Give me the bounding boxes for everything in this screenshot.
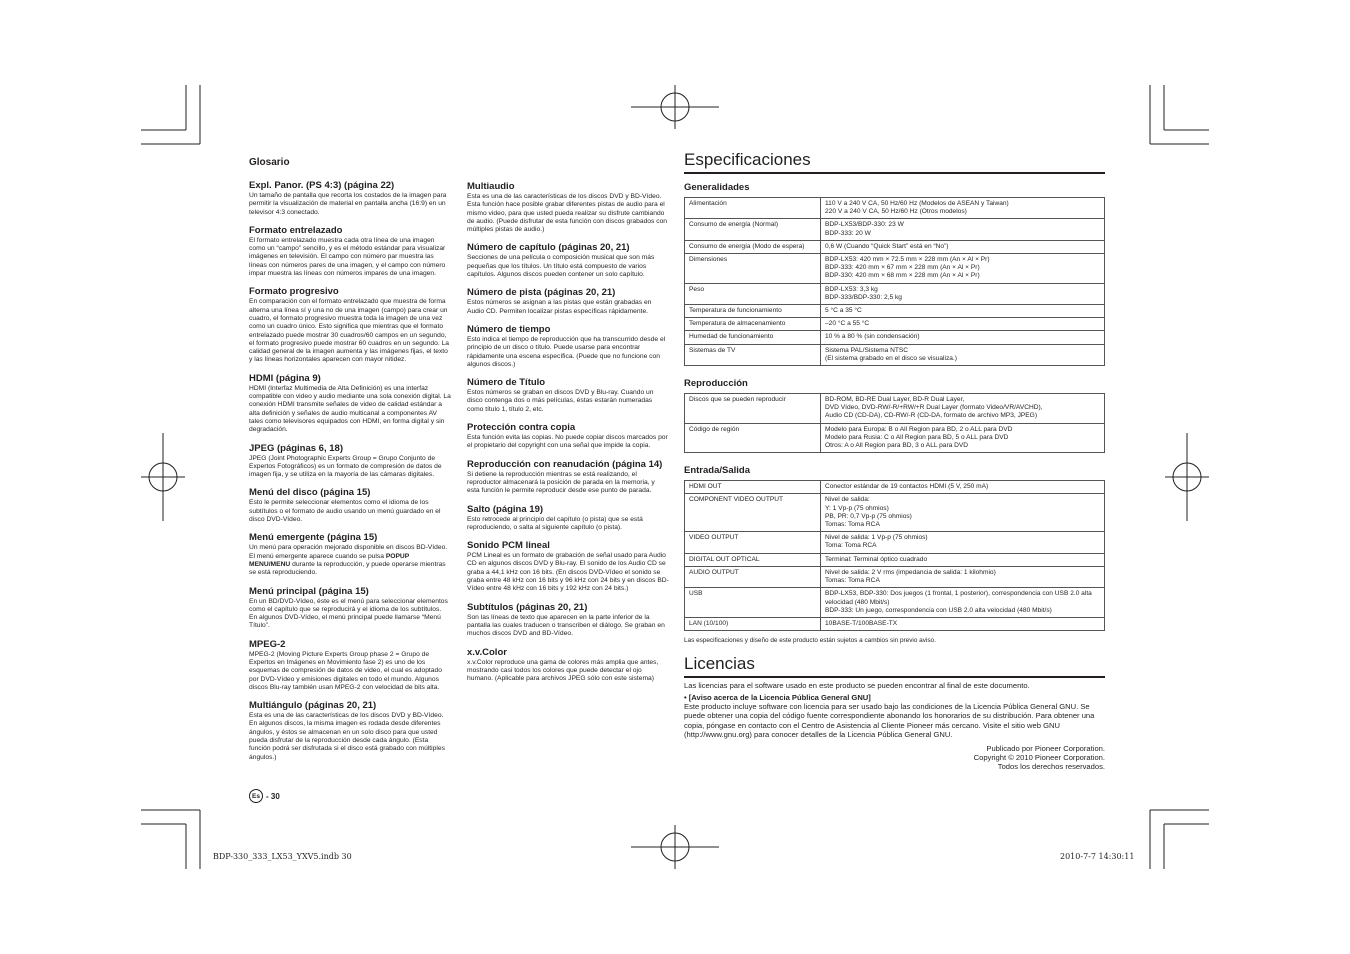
reproduccion-heading: Reproducción [684, 378, 748, 390]
publisher-line: Publicado por Pioneer Corporation. [986, 743, 1105, 753]
spec-row [685, 617, 1105, 630]
definition-text: durante la reproducción, y puede operarse mientras se está reproduciendo. [249, 560, 446, 577]
glossary-definition: Esta es una de las características de los discos DVD y BD-Vídeo. Esta función hace posible grabar diferentes pistas de audio para el mismo video, para que usted pueda realizar su disfrute cambiando de audio. (Puede disfrutar de esta función con discos grabados con múltiples pistas de audio.) [467, 193, 668, 234]
spec-row [685, 553, 1105, 566]
spec-row [685, 254, 1105, 284]
generalidades-table [684, 197, 1105, 366]
glossary-term: Número de Título [467, 377, 546, 389]
spec-label: Código de región [685, 423, 821, 453]
spec-row [685, 344, 1105, 365]
spec-label: Dimensiones [685, 254, 821, 284]
gnu-notice-body: Este producto incluye software con licencia para ser usado bajo las condiciones de la Licencia Pública General GNU. Se puede obtener una copia del código fuente correspondiente abonando los honorarios de su distribución. Para obtener una copia, póngase en contacto con el Centro de Asistencia al Cliente Pioneer más cercano. Visite el sitio web GNU (http://www.gnu.org) para conocer detalles de la Licencia Pública General GNU. [684, 701, 1095, 740]
glossary-title: Glosario [249, 157, 290, 168]
glossary-definition [249, 544, 451, 577]
glossary-entry [467, 181, 669, 234]
entrada-salida-table [684, 480, 1105, 631]
glossary-entry [467, 459, 669, 496]
glossary-entry [467, 602, 669, 639]
glossary-term: HDMI (página 9) [249, 372, 321, 384]
page-number [249, 789, 280, 803]
definition-text: Un menú para operación mejorado disponible en discos BD-Vídeo. El menú emergente aparece cuando se pulsa [249, 544, 448, 560]
spec-value: Conector estándar de 19 contactos HDMI (5 V, 250 mA) [821, 481, 1105, 494]
glossary-entry [467, 242, 669, 279]
spec-value: BD-ROM, BD-RE Dual Layer, BD-R Dual Layer, DVD Vídeo, DVD-RW/-R/+RW/+R Dual Layer (formato Video/VR/AVCHD), Audio CD (CD-DA), CD-RW/-R (CD-DA, formato de archivo MP3, JPEG) [821, 394, 1105, 424]
spec-label: Humedad de funcionamiento [685, 331, 821, 344]
spec-value: 10BASE-T/100BASE-TX [821, 617, 1105, 630]
glossary-entry [249, 639, 451, 692]
spec-value: Nivel de salida: 2 V rms (impedancia de salida: 1 kilohmio) Tomas: Toma RCA [821, 566, 1105, 587]
glossary-definition: Un tamaño de pantalla que recorta los costados de la imagen para permitir la visualización de material en pantalla ancha (16:9) en un televisor 4:3 conectado. [249, 192, 447, 216]
glossary-entry [467, 540, 669, 593]
glossary-entry [249, 443, 451, 480]
glossary-definition: Esto retrocede al principio del capítulo (o pista) que se está reproduciendo, o salta al siguiente capítulo (o pista). [467, 515, 643, 531]
glossary-term: Menú principal (página 15) [249, 585, 369, 597]
glossary-column-1 [249, 157, 451, 770]
licencias-intro: Las licencias para el software usado en este producto se pueden encontrar al final de este documento. [684, 681, 1030, 691]
spec-row [685, 494, 1105, 532]
spec-row [685, 423, 1105, 453]
spec-label: VIDEO OUTPUT [685, 532, 821, 553]
glossary-term: x.v.Color [467, 646, 507, 658]
glossary-definition: El formato entrelazado muestra cada otra línea de una imagen como un “campo” sencillo, y es el método estándar para visualizar imágenes en televisión. El campo con número par muestra las líneas con números pares de una imagen, y el campo con número impar muestra las líneas con números impares de una imagen. [249, 236, 446, 278]
spec-value: Terminal: Terminal óptico cuadrado [821, 553, 1105, 566]
glossary-list-2 [467, 181, 669, 683]
spec-label: Peso [685, 283, 821, 304]
glossary-term: Formato progresivo [249, 286, 339, 298]
button-name: POPUP MENU/MENU [249, 552, 410, 568]
licencias-section [684, 681, 1105, 772]
spec-row [685, 588, 1105, 618]
spec-row [685, 394, 1105, 424]
glossary-entry [467, 422, 669, 451]
glossary-term: Multiaudio [467, 181, 515, 192]
spec-label: Alimentación [685, 198, 821, 219]
spec-label: COMPONENT VIDEO OUTPUT [685, 494, 821, 532]
glossary-term: Formato entrelazado [249, 224, 343, 236]
reproduccion-table [684, 393, 1105, 453]
glossary-definition: Si detiene la reproducción mientras se está realizando, el reproductor almacenará la posición de parada en la memoria, y esta función le permite reproducir desde ese punto de parada. [467, 470, 655, 495]
glossary-definition: HDMI (Interfaz Multimedia de Alta Definición) es una interfaz compatible con video y audio mediante una sola conexión digital. La conexión HDMI transmite señales de video de calidad estándar a alta definición y señales de audio multicanal a componentes AV tales como televisores equipados con HDMI, en forma digital y sin degradación. [249, 384, 451, 434]
glossary-definition: En comparación con el formato entrelazado que muestra de forma alterna una línea sí y una no de una imagen (campo) para crear un cuadro, el formato progresivo muestra toda la imagen de una vez como un cuadro único. Esto significa que mientras que el formato entrelazado puede mostrar 30 cuadros/60 campos en un segundo, el formato progresivo puede mostrar 60 cuadros en un segundo. La calidad general de la imagen aumenta y las imágenes fijas, el texto y las líneas horizontales aparecen con mayor nitidez. [249, 298, 450, 364]
spec-label: LAN (10/100) [685, 617, 821, 630]
spec-row [685, 318, 1105, 331]
spec-value: BDP-LX53: 3,3 kg BDP-333/BDP-330: 2,5 kg [821, 283, 1105, 304]
spec-label: USB [685, 588, 821, 618]
glossary-entry [467, 504, 669, 533]
glossary-entry [467, 377, 669, 414]
glossary-entry [249, 225, 451, 278]
registration-mark-right [1165, 433, 1209, 521]
spec-value: Modelo para Europa: B o All Region para BD, 2 o ALL para DVD Modelo para Rusia: C o All Region para BD, 5 o ALL para DVD Otros: A o All Region para BD, 3 o ALL para DVD [821, 423, 1105, 453]
glossary-entry [249, 373, 451, 435]
specs-note: Las especificaciones y diseño de este producto están sujetos a cambios sin previo aviso. [684, 637, 936, 645]
spec-row [685, 481, 1105, 494]
page-number-text: - 30 [266, 791, 280, 801]
spec-label: DIGITAL OUT OPTICAL [685, 553, 821, 566]
language-badge: Es [249, 789, 263, 803]
glossary-entry [467, 324, 669, 369]
spec-value: BDP-LX53/BDP-330: 23 W BDP-333: 20 W [821, 219, 1105, 240]
registration-mark-bottom [631, 825, 719, 869]
glossary-term: Subtítulos (páginas 20, 21) [467, 601, 588, 613]
glossary-entry [249, 180, 451, 217]
glossary-term: JPEG (páginas 6, 18) [249, 442, 343, 454]
glossary-entry [249, 532, 451, 577]
registration-mark-left [141, 433, 185, 521]
spec-label: AUDIO OUTPUT [685, 566, 821, 587]
glossary-term: Número de pista (páginas 20, 21) [467, 287, 616, 299]
glossary-list-1 [249, 180, 451, 762]
glossary-definition: Son las líneas de texto que aparecen en la parte inferior de la pantalla las cuales traducen o transcriben el diálogo. Se graban en muchos discos DVD and BD-Vídeo. [467, 613, 665, 638]
spec-value: BDP-LX53: 420 mm × 72.5 mm × 228 mm (An × Al × Pr) BDP-333: 420 mm × 67 mm × 228 mm (An × Al × Pr) BDP-330: 420 mm × 68 mm × 228 mm (An × Al × Pr) [821, 254, 1105, 284]
spec-value: 10 % a 80 % (sin condensación) [821, 331, 1105, 344]
spec-value: Sistema PAL/Sistema NTSC (El sistema grabado en el disco se visualiza.) [821, 344, 1105, 365]
glossary-term: Protección contra copia [467, 422, 576, 434]
spec-label: Temperatura de almacenamiento [685, 318, 821, 331]
glossary-entry [249, 487, 451, 524]
spec-label: Sistemas de TV [685, 344, 821, 365]
glossary-entry [249, 586, 451, 631]
copyright-line: Copyright © 2010 Pioneer Corporation. [973, 752, 1105, 762]
registration-mark-top [631, 85, 719, 129]
spec-row [685, 331, 1105, 344]
generalidades-heading: Generalidades [684, 182, 750, 193]
glossary-definition: Esta función evita las copias. No puede copiar discos marcados por el propietario del copyright con una señal que impide la copia. [467, 434, 668, 450]
entrada-salida-heading: Entrada/Salida [684, 465, 750, 477]
glossary-term: Salto (página 19) [467, 503, 544, 515]
spec-row [685, 532, 1105, 553]
specs-column [684, 150, 1105, 772]
spec-value: Nivel de salida: 1 Vp-p (75 ohmios) Toma: Toma RCA [821, 532, 1105, 553]
glossary-entry [467, 287, 669, 316]
rights-line: Todos los derechos reservados. [997, 762, 1105, 772]
spec-label: Discos que se pueden reproducir [685, 394, 821, 424]
spec-value: 0,6 W (Cuando “Quick Start” está en “No”) [821, 240, 1105, 253]
glossary-definition: Secciones de una película o composición musical que son más pequeñas que los títulos. Un título está compuesto de varios capítulos. Algunos discos pueden contener un solo capítulo. [467, 254, 655, 279]
spec-value: BDP-LX53, BDP-330: Dos juegos (1 frontal, 1 posterior), correspondencia con USB 2.0 alta velocidad (480 Mbit/s) BDP-333: Un juego, correspondencia con USB 2.0 alta velocidad (480 Mbit/s) [821, 588, 1105, 618]
glossary-term: Sonido PCM lineal [467, 540, 550, 552]
glossary-definition: Esto indica el tiempo de reproducción que ha transcurrido desde el principio de un disco o título. Puede usarse para encontrar rápidamente una escena específica. (Puede que no funcione con algunos discos.) [467, 335, 666, 368]
glossary-definition: x.v.Color reproduce una gama de colores más amplia que antes, mostrando casi todos los colores que puede detectar el ojo humano. (Aplicable para archivos JPEG sólo con este sistema) [467, 658, 659, 683]
glossary-term: Número de capítulo (páginas 20, 21) [467, 242, 630, 254]
glossary-term: Menú emergente (página 15) [249, 532, 378, 544]
gnu-notice-heading: • [Aviso acerca de la Licencia Pública General GNU] [684, 692, 871, 702]
spec-row [685, 283, 1105, 304]
glossary-term: Reproducción con reanudación (página 14) [467, 458, 663, 470]
spec-label: Consumo de energía (Normal) [685, 219, 821, 240]
footer-file: BDP-330_333_LX53_YXV5.indb 30 [213, 852, 352, 861]
spec-label: Temperatura de funcionamiento [685, 305, 821, 318]
spec-label: Consumo de energía (Modo de espera) [685, 240, 821, 253]
footer-date: 2010-7-7 14:30:11 [1060, 852, 1135, 861]
spec-row [685, 219, 1105, 240]
glossary-definition: En un BD/DVD-Vídeo, éste es el menú para seleccionar elementos como el capítulo que se reproducirá y el idioma de los subtítulos. En algunos DVD-Vídeo, el menú principal puede llamarse “Menú Título”. [249, 597, 448, 630]
spec-value: –20 °C a 55 °C [821, 318, 1105, 331]
spec-row [685, 305, 1105, 318]
glossary-entry [249, 286, 451, 364]
spec-row [685, 198, 1105, 219]
glossary-term: Menú del disco (página 15) [249, 487, 371, 499]
glossary-term: MPEG-2 [249, 638, 286, 650]
spec-value: Nivel de salida: Y: 1 Vp-p (75 ohmios) PB, PR: 0,7 Vp-p (75 ohmios) Tomas: Toma RCA [821, 494, 1105, 532]
spec-value: 5 °C a 35 °C [821, 305, 1105, 318]
glossary-definition: Estos números se asignan a las pistas que están grabadas en Audio CD. Permiten localizar pistas específicas rápidamente. [467, 299, 652, 315]
glossary-definition: JPEG (Joint Photographic Experts Group = Grupo Conjunto de Expertos Fotográficos) es un formato de compresión de datos de imagen fija, y se utiliza en la mayoría de las cámaras digitales. [249, 454, 442, 479]
spec-row [685, 240, 1105, 253]
glossary-definition: Estos números se graban en discos DVD y Blu-ray. Cuando un disco contenga dos o más películas, éstas estarán numeradas como título 1, título 2, etc. [467, 389, 654, 413]
spec-row [685, 566, 1105, 587]
glossary-entry [249, 700, 451, 762]
glossary-column-2 [467, 181, 669, 691]
glossary-definition: MPEG-2 (Moving Picture Experts Group phase 2 = Grupo de Expertos en Imágenes en Movimiento fase 2) es uno de los esquemas de compresión de datos de video, el cual es adoptado por DVD-Vídeo y emisiones digitales en todo el mundo. Algunos discos Blu-ray también usan MPEG-2 con velocidad de bits alta. [249, 650, 442, 691]
glossary-term: Multiángulo (páginas 20, 21) [249, 700, 377, 712]
glossary-entry [467, 647, 669, 684]
licencias-title: Licencias [684, 654, 1105, 678]
glossary-term: Expl. Panor. (PS 4:3) (página 22) [249, 180, 395, 191]
glossary-definition: Esto le permite seleccionar elementos como el idioma de los subtítulos o el formato de audio usando un menú guardado en el disco DVD-Vídeo. [249, 499, 441, 524]
spec-value: 110 V a 240 V CA, 50 Hz/60 Hz (Modelos de ASEAN y Taiwan) 220 V a 240 V CA, 50 Hz/60 Hz (Otros modelos) [821, 198, 1105, 219]
glossary-term: Número de tiempo [467, 323, 551, 335]
glossary-definition: Esta es una de las características de los discos DVD y BD-Vídeo. En algunos discos, la misma imagen es rodada desde diferentes ángulos, y éstos se almacenan en un solo disco para que usted pueda disfrutar de la reproducción desde cada ángulo. (Esta función podrá ser disfrutada si el disco está grabado con múltiples ángulos.) [249, 712, 445, 761]
specs-title: Especificaciones [684, 150, 1105, 174]
glossary-definition: PCM Lineal es un formato de grabación de señal usado para Audio CD en algunos discos DVD y Blu-ray. El sonido de los Audio CD se graba a 44,1 kHz con 16 bits. (En discos DVD-Vídeo el sonido se graba entre 48 kHz con 16 bits y 96 kHz con 24 bits y en discos BD-Vídeo entre 48 kHz con 16 bits y 192 kHz con 24 bits.) [467, 552, 669, 593]
spec-label: HDMI OUT [685, 481, 821, 494]
